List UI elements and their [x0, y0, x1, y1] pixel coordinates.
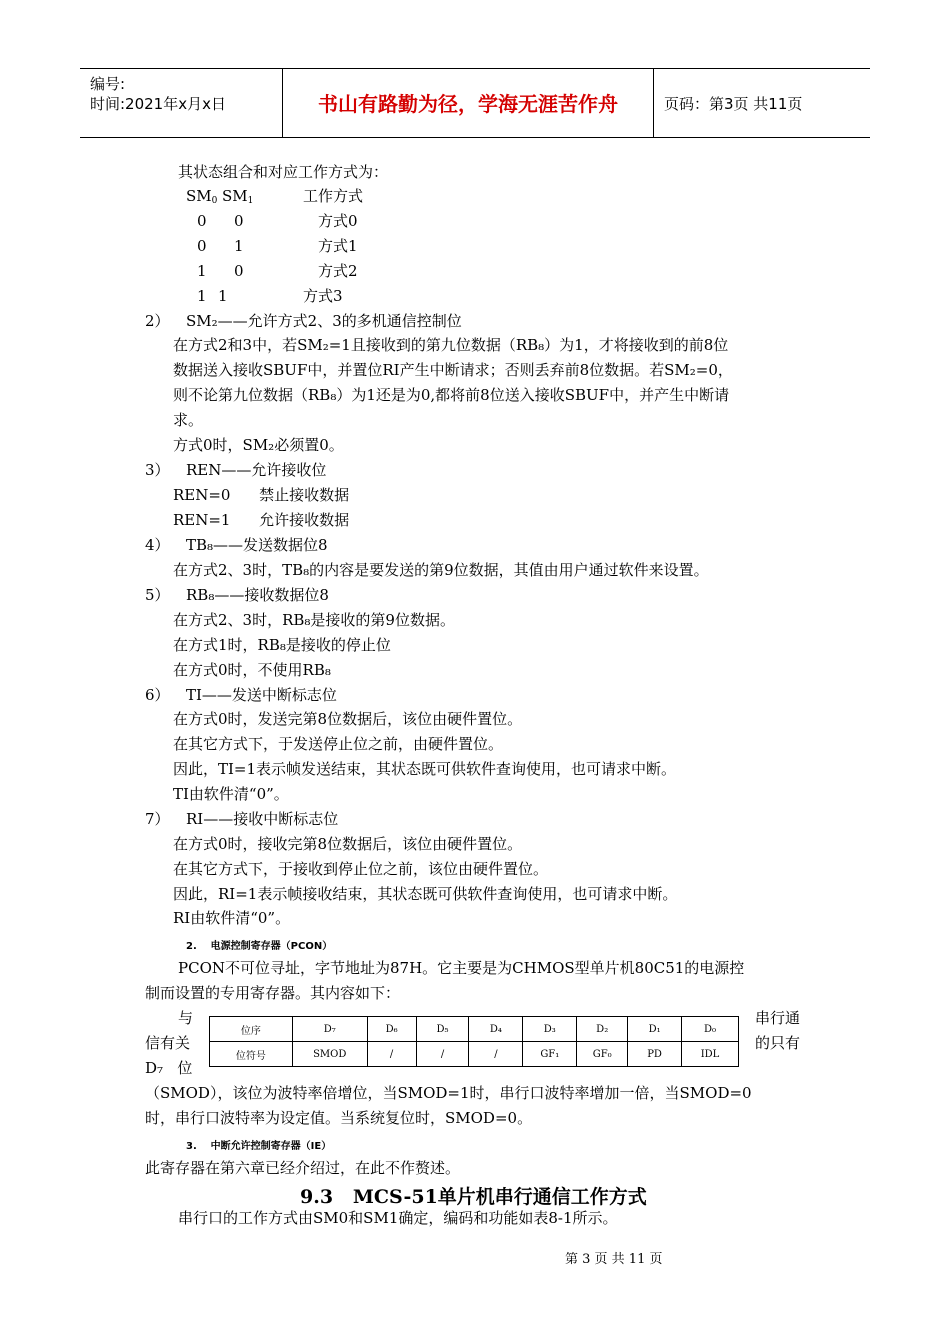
paragraph-line: TI由软件清“0”。	[173, 785, 289, 803]
intro-text: 其状态组合和对应工作方式为：	[178, 163, 389, 181]
paragraph-line: 方式0时，SM₂必须置0。	[173, 436, 344, 454]
item-title: RB₈——接收数据位8	[186, 586, 329, 604]
mode-cell: 方式1	[318, 237, 358, 255]
wrap-text-right: 串行通	[755, 1009, 801, 1027]
paragraph-line: REN=1 允许接收数据	[173, 511, 350, 529]
table-cell: IDL	[682, 1042, 739, 1067]
paragraph-line: 在方式2、3时，RB₈是接收的第9位数据。	[173, 611, 455, 629]
mode-cell: 0	[234, 212, 244, 230]
table-row	[210, 1042, 739, 1067]
paragraph-line: RI由软件清“0”。	[173, 909, 291, 927]
item-title: RI——接收中断标志位	[186, 810, 339, 828]
table-cell: D₀	[682, 1017, 739, 1042]
item-number: 5）	[145, 586, 170, 604]
table-cell: D₄	[469, 1017, 523, 1042]
table-cell: D₆	[367, 1017, 416, 1042]
table-cell: PD	[628, 1042, 682, 1067]
paragraph-line: 在其它方式下，于发送停止位之前，由硬件置位。	[173, 735, 504, 753]
mode-cell: 0	[197, 212, 207, 230]
table-cell: SMOD	[292, 1042, 367, 1067]
item-number: 6）	[145, 686, 170, 704]
item-title: TI——发送中断标志位	[186, 686, 337, 704]
paragraph-line: 在方式2、3时，TB₈的内容是要发送的第9位数据，其值由用户通过软件来设置。	[173, 561, 709, 579]
item-title: REN——允许接收位	[186, 461, 327, 479]
mode-cell: 1	[218, 287, 228, 305]
item-number: 2）	[145, 312, 170, 330]
table-cell: GF₀	[577, 1042, 628, 1067]
table-row	[210, 1017, 739, 1042]
paragraph-line: 在方式2和3中，若SM₂=1且接收到的第九位数据（RB₈）为1，才将接收到的前8位	[173, 336, 729, 354]
table-cell: D₅	[416, 1017, 469, 1042]
mode-cell: 0	[234, 262, 244, 280]
paragraph-line: PCON不可位寻址，字节地址为87H。它主要是为CHMOS型单片机80C51的电源控	[178, 959, 745, 977]
wrap-text-left: D₇ 位	[145, 1059, 193, 1077]
table-cell: /	[367, 1042, 416, 1067]
mode-header-sm1: $SM_1$	[222, 187, 254, 206]
paragraph-line: （SMOD），该位为波特率倍增位，当SMOD=1时，串行口波特率增加一倍，当SMOD=0	[145, 1084, 752, 1102]
table-cell: D₂	[577, 1017, 628, 1042]
page-header	[80, 68, 870, 138]
table-cell: D₁	[628, 1017, 682, 1042]
table-cell: /	[469, 1042, 523, 1067]
table-cell: GF₁	[523, 1042, 577, 1067]
table-cell: D₇	[292, 1017, 367, 1042]
paragraph-line: 在方式1时，RB₈是接收的停止位	[173, 636, 391, 654]
paragraph-line: REN=0 禁止接收数据	[173, 486, 350, 504]
mode-cell: 方式2	[318, 262, 358, 280]
item-title: SM₂——允许方式2、3的多机通信控制位	[186, 312, 462, 330]
paragraph-line: 数据送入接收SBUF中，并置位RI产生中断请求；否则丢弃前8位数据。若SM₂=0，	[173, 361, 733, 379]
wrap-text-right: 的只有	[755, 1034, 801, 1052]
item-number: 3）	[145, 461, 170, 479]
wrap-text-left: 信有关	[145, 1034, 191, 1052]
table-cell: /	[416, 1042, 469, 1067]
table-cell: 位符号	[210, 1042, 293, 1067]
item-title: TB₈——发送数据位8	[186, 536, 328, 554]
mode-cell: 1	[234, 237, 244, 255]
paragraph-line: 在方式0时，接收完第8位数据后，该位由硬件置位。	[173, 835, 523, 853]
header-motto: 书山有路勤为径，学海无涯苦作舟	[283, 69, 654, 137]
paragraph-line: 制而设置的专用寄存器。其内容如下：	[145, 984, 401, 1002]
mode-cell: 方式0	[318, 212, 358, 230]
paragraph-line: 因此，TI=1表示帧发送结束，其状态既可供软件查询使用，也可请求中断。	[173, 760, 677, 778]
paragraph-line: 在方式0时，发送完第8位数据后，该位由硬件置位。	[173, 710, 523, 728]
paragraph-line: 在其它方式下，于接收到停止位之前，该位由硬件置位。	[173, 860, 549, 878]
section-9-3-title: 9.3 MCS-51单片机串行通信工作方式	[300, 1186, 647, 1208]
pcon-heading: 2. 电源控制寄存器（PCON）	[186, 941, 333, 952]
mode-header-sm0: $SM_0$	[186, 187, 218, 206]
paragraph-line: 则不论第九位数据（RB₈）为1还是为0,都将前8位送入接收SBUF中，并产生中断请	[173, 386, 730, 404]
table-cell: 位序	[210, 1017, 293, 1042]
item-number: 7）	[145, 810, 170, 828]
ie-heading: 3. 中断允许控制寄存器（IE）	[186, 1141, 332, 1152]
item-number: 4）	[145, 536, 170, 554]
table-cell: D₃	[523, 1017, 577, 1042]
mode-cell: 方式3	[303, 287, 343, 305]
paragraph-line: 求。	[173, 411, 204, 429]
date-label: 时间:2021年x月x日	[90, 95, 226, 113]
mode-cell: 1	[197, 262, 207, 280]
wrap-text-left: 与	[178, 1009, 194, 1027]
header-page-info: 页码：第3页 共11页	[664, 95, 803, 113]
number-label: 编号:	[90, 75, 126, 93]
header-meta	[80, 69, 283, 137]
paragraph-line: 时，串行口波特率为设定值。当系统复位时，SMOD=0。	[145, 1109, 533, 1127]
pcon-register-table	[209, 1016, 739, 1067]
page-footer: 第 3 页 共 11 页	[565, 1252, 663, 1267]
mode-header-mode: 工作方式	[303, 187, 364, 205]
mode-cell: 1	[197, 287, 207, 305]
paragraph-line: 串行口的工作方式由SM0和SM1确定，编码和功能如表8-1所示。	[178, 1209, 618, 1227]
paragraph-line: 在方式0时，不使用RB₈	[173, 661, 331, 679]
paragraph-line: 此寄存器在第六章已经介绍过，在此不作赘述。	[145, 1159, 461, 1177]
mode-cell: 0	[197, 237, 207, 255]
paragraph-line: 因此，RI=1表示帧接收结束，其状态既可供软件查询使用，也可请求中断。	[173, 885, 678, 903]
